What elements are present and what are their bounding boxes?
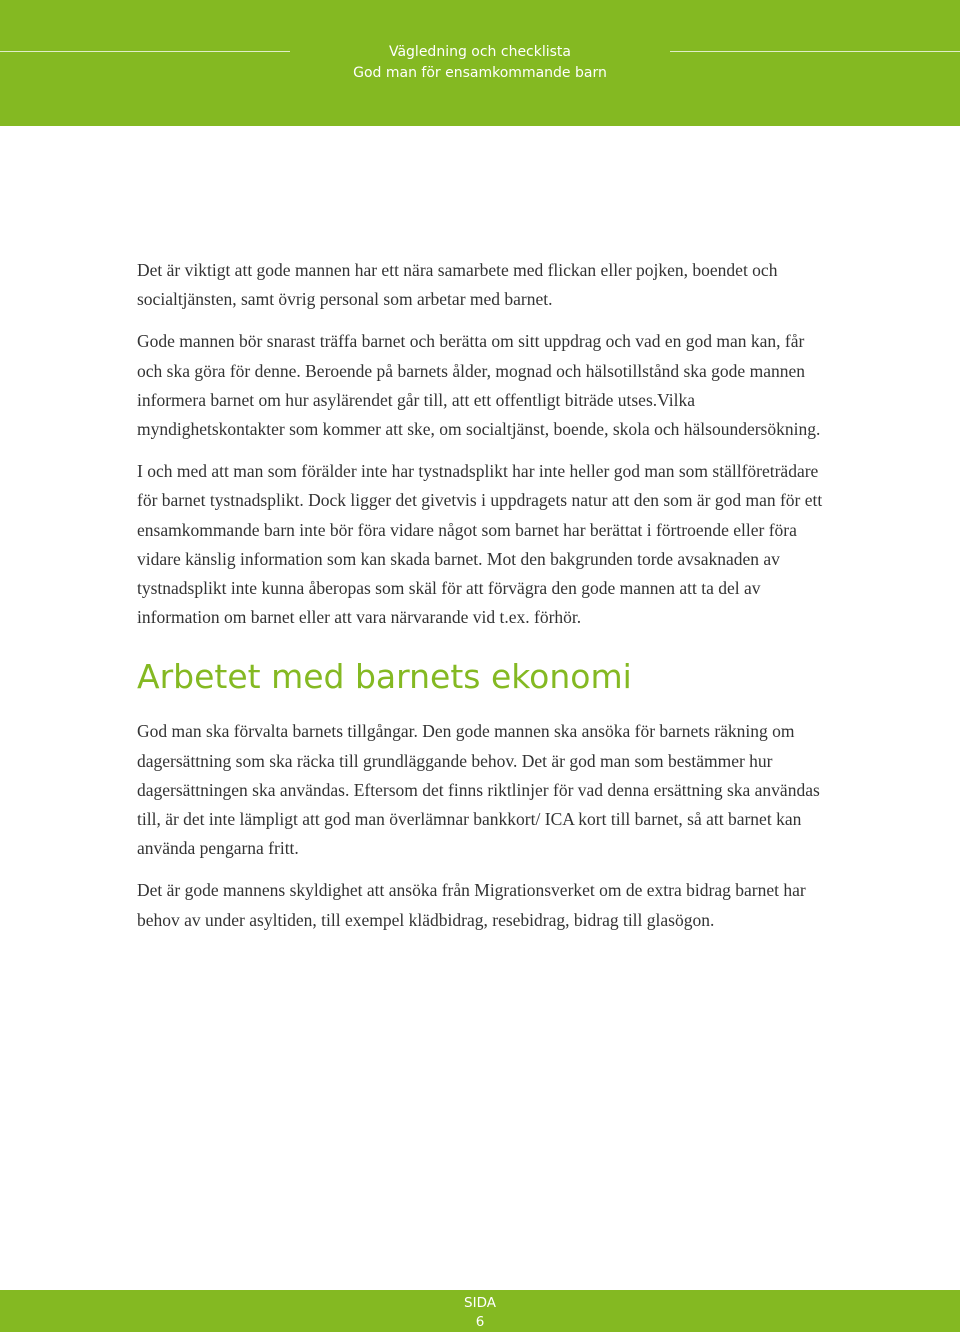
paragraph-meeting: Gode mannen bör snarast träffa barnet och berätta om sitt uppdrag och vad en god man kan, får och ska göra för denne. Beroende på barnets ålder, mognad och hälsotillstånd ska gode mannen informera barnet om hur asylärendet går till, att ett offentligt biträde utses.Vilka myndighetskontakter som kommer att ske, om socialtjänst, boende, skola och hälsoundersökning. (137, 331, 821, 440)
page-number: 6 (475, 1314, 485, 1330)
footer-page-block (0, 1294, 960, 1332)
header-title-block (0, 42, 960, 84)
main-content (137, 256, 827, 948)
paragraph-collaboration: Det är viktigt att gode mannen har ett nära samarbete med flickan eller pojken, boendet och socialtjänsten, samt övrig personal som arbetar med barnet. (137, 260, 778, 310)
header-title: Vägledning och checklista (388, 44, 572, 60)
paragraph-confidentiality: I och med att man som förälder inte har tystnadsplikt har inte heller god man som ställföreträdare för barnet tystnadsplikt. Dock ligger det givetvis i uppdragets natur att den som är god man för ett ensamkommande barn inte bör föra vidare något som barnet har berättat i förtroende eller föra vidare känslig information som kan skada barnet. Mot den bakgrunden torde avsaknaden av tystnadsplikt inte kunna åberopas som skäl för att förvägra den gode mannen att ta del av information om barnet eller att vara närvarande vid t.ex. förhör. (137, 461, 823, 628)
page-header-band (0, 0, 960, 126)
section-heading: Arbetet med barnets ekonomi (137, 657, 632, 697)
header-subtitle: God man för ensamkommande barn (353, 65, 607, 81)
paragraph-finances: God man ska förvalta barnets tillgångar. Den gode mannen ska ansöka för barnets räkning om dagersättning som ska räcka till grundläggande behov. Det är god man som bestämmer hur dagersättningen ska användas. Eftersom det finns riktlinjer för vad denna ersättning ska användas till, är det inte lämpligt att god man överlämnar bankkort/ ICA kort till barnet, så att barnet kan använda pengarna fritt. (137, 721, 820, 859)
paragraph-allowances: Det är gode mannens skyldighet att ansöka från Migrationsverket om de extra bidrag barnet har behov av under asyltiden, till exempel klädbidrag, resebidrag, bidrag till glasögon. (137, 880, 806, 930)
page-footer-band (0, 1290, 960, 1332)
footer-label: SIDA (464, 1295, 496, 1311)
